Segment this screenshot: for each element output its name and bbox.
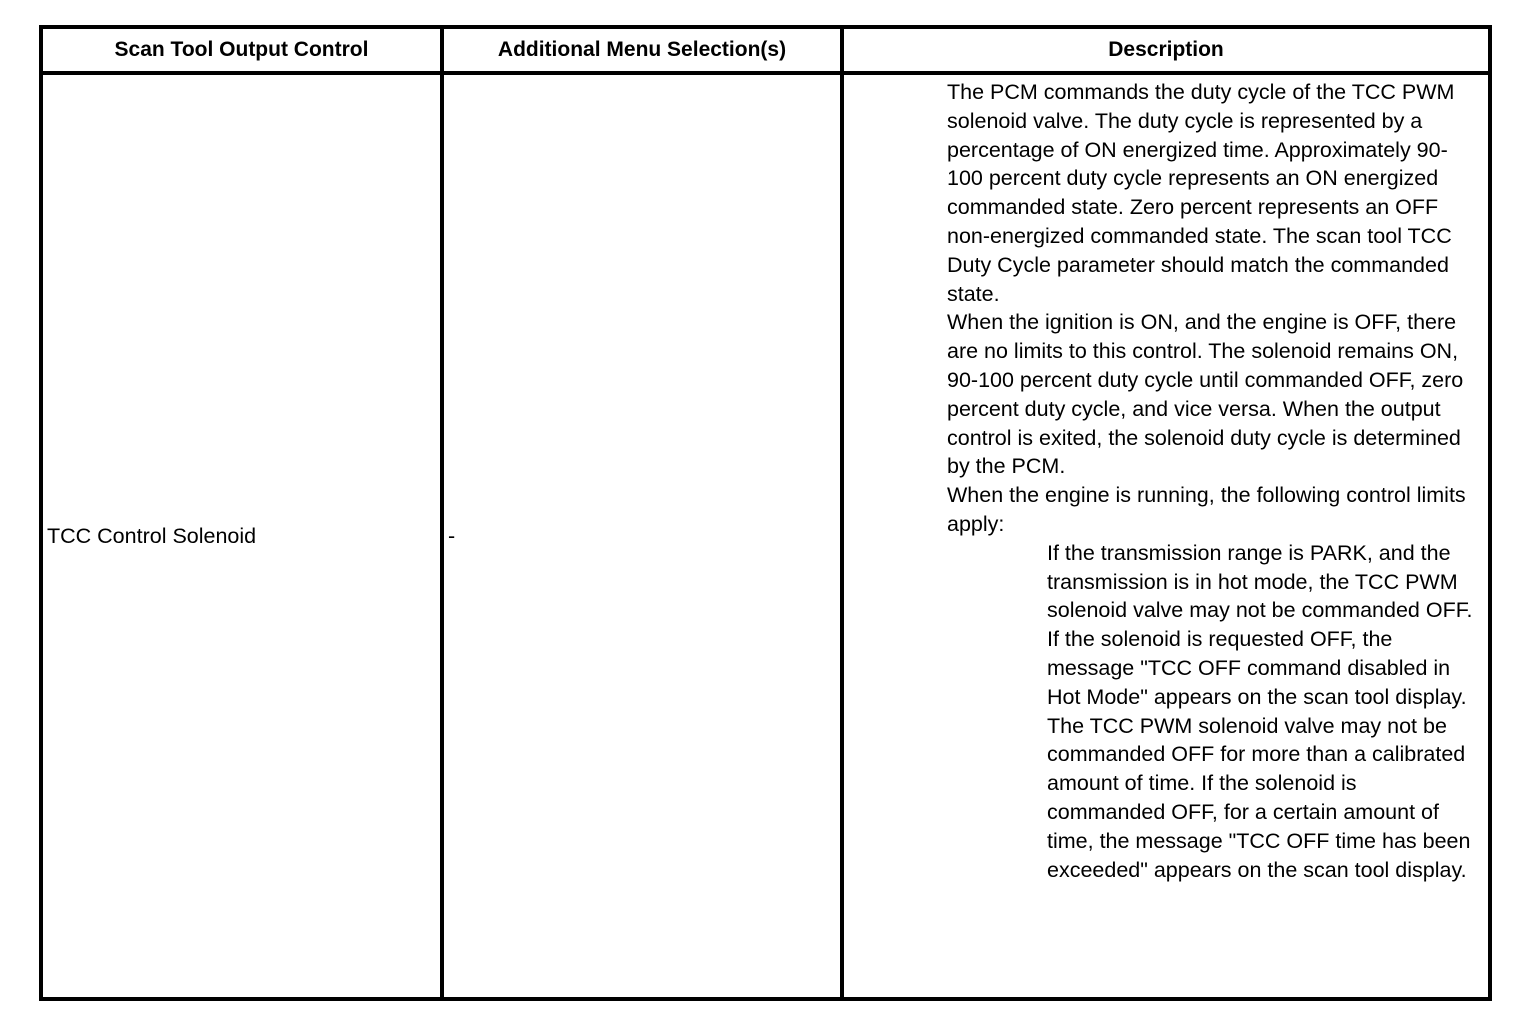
scan-tool-output-control-table (39, 25, 1492, 1001)
cell-output-control (47, 75, 437, 997)
table-row (43, 75, 1488, 997)
additional-menu-value: - (448, 523, 456, 548)
header-additional-menu-selections: Additional Menu Selection(s) (497, 38, 787, 61)
cell-additional-menu (448, 75, 838, 997)
cell-description (947, 78, 1480, 997)
description-limit-hot-mode: If the transmission range is PARK, and the transmission is in hot mode, the TCC PWM solenoid valve may not be commanded OFF. If the solenoid is requested OFF, the message "TCC OFF command disabled in Hot Mode" appears on the scan tool display. (1047, 540, 1473, 709)
description-paragraph-engine-off: When the ignition is ON, and the engine is OFF, there are no limits to this control. The solenoid remains ON, 90-100 percent duty cycle until commanded OFF, zero percent duty cycle, and vice versa. When the output control is exited, the solenoid duty cycle is determined by the PCM. (947, 310, 1464, 479)
header-scan-tool-output-control: Scan Tool Output Control (114, 38, 369, 61)
description-limit-off-time: The TCC PWM solenoid valve may not be commanded OFF for more than a calibrated amount of time. If the solenoid is commanded OFF, for a certain amount of time, the message "TCC OFF time has been exceeded" appears on the scan tool display. (1047, 713, 1471, 882)
description-paragraph-duty-cycle: The PCM commands the duty cycle of the TCC PWM solenoid valve. The duty cycle is represented by a percentage of ON energized time. Approximately 90-100 percent duty cycle represents an ON energized commanded state. Zero percent represents an OFF non-energized commanded state. The scan tool TCC Duty Cycle parameter should match the commanded state. (947, 80, 1455, 306)
table-header-row (43, 29, 1488, 75)
description-paragraph-engine-running: When the engine is running, the following control limits apply: (947, 483, 1466, 536)
header-description: Description (1108, 38, 1224, 61)
output-control-name: TCC Control Solenoid (47, 523, 257, 548)
